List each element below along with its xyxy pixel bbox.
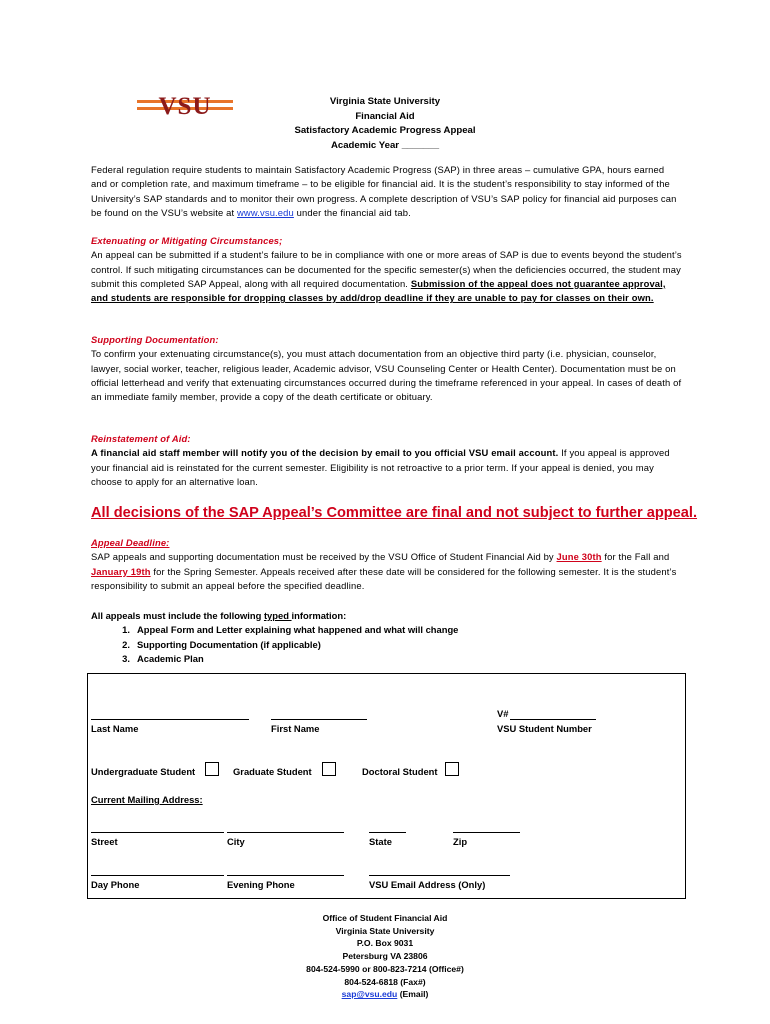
list-item: 2. Supporting Documentation (if applicable) (122, 638, 321, 650)
footer-university: Virginia State University (335, 925, 435, 936)
last-name-label: Last Name (91, 723, 139, 734)
evening-phone-label: Evening Phone (227, 879, 295, 890)
svg-text:VSU: VSU (158, 93, 212, 118)
requirements-section (91, 609, 458, 666)
intro-paragraph: Federal regulation require students to maintain Satisfactory Academic Progress (SAP) in three areas – cumulative GPA, hours earned and or completion rate, and maximum timeframe – to be eligible for financial aid. It is the student’s responsibility to stay informed of the University’s SAP standards and to monitor their own progress. A complete description of VSU’s SAP policy for financial aid purposes can be found on the VSU’s website at www.vsu.edu under the financial aid tab. (91, 164, 677, 218)
extenuating-section (91, 234, 683, 305)
office-phone: 804-524-5990 or 800-823-7214 (Office#) (306, 963, 464, 974)
department-name: Financial Aid (355, 110, 415, 122)
doctoral-checkbox[interactable] (445, 762, 459, 776)
list-item: 3. Academic Plan (122, 652, 204, 664)
undergraduate-label: Undergraduate Student (91, 766, 196, 777)
day-phone-label: Day Phone (91, 879, 140, 890)
reinstatement-heading: Reinstatement of Aid: (91, 433, 191, 444)
city-state-zip: Petersburg VA 23806 (342, 951, 428, 962)
day-phone-field[interactable] (91, 875, 224, 876)
email-field[interactable] (369, 875, 510, 876)
supporting-section (91, 333, 683, 404)
sap-email-link[interactable]: sap@vsu.edu (341, 989, 398, 1000)
university-name: Virginia State University (329, 96, 441, 107)
list-item: 1. Appeal Form and Letter explaining what happened and what will change (122, 624, 459, 636)
first-name-field[interactable] (271, 719, 367, 720)
office-contact-footer (230, 912, 540, 1001)
city-field[interactable] (227, 832, 344, 833)
student-info-form (87, 673, 686, 899)
graduate-checkbox[interactable] (322, 762, 336, 776)
extenuating-text: An appeal can be submitted if a student’s failure to be in compliance with one or more areas of SAP is due to events beyond the student’s control. If such mitigating circumstances can be documented for the specific semester(s) when the deficiencies occurred, the student may submit this completed SAP Appeal, along with all required documentation. Submission of the appeal does not guarantee approval, and students are responsible for dropping classes by add/drop deadline if they are unable to pay for classes on their own. (91, 249, 682, 304)
decision-notice: All decisions of the SAP Appeal’s Committee are final and not subject to further appeal. (91, 505, 698, 521)
requirements-list (114, 623, 458, 666)
deadline-text: SAP appeals and supporting documentation must be received by the VSU Office of Student Financial Aid by June 30th for the Fall and January 19th for the Spring Semester. Appeals received after these date will be considered for the following semester. It is the student’s responsibility to submit an appeal before the specified deadline. (91, 551, 677, 591)
state-label: State (369, 836, 392, 847)
form-title: Satisfactory Academic Progress Appeal (294, 125, 476, 136)
spring-deadline-date: January 19th (91, 565, 151, 577)
v-number-prefix: V# (497, 708, 509, 719)
deadline-heading: Appeal Deadline: (91, 537, 170, 548)
city-label: City (227, 836, 245, 847)
contact-email-line: sap@vsu.edu (Email) (341, 989, 429, 1000)
state-field[interactable] (369, 832, 406, 833)
supporting-text: To confirm your extenuating circumstance(s), you must attach documentation from an objective third party (i.e. physician, counselor, lawyer, social worker, teacher, religious leader, Academic advisor, VSU Counseling Center or Health Center). Documentation must be on official letterhead and verify that extenuating circumstances occurred during the timeframe referenced in your appeal. In cases of death of an immediate family member, provide a copy of the death certificate or obituary. (91, 348, 682, 403)
undergraduate-checkbox[interactable] (205, 762, 219, 776)
extenuating-heading: Extenuating or Mitigating Circumstances; (91, 235, 283, 246)
student-number-label: VSU Student Number (497, 723, 592, 734)
doctoral-label: Doctoral Student (362, 766, 438, 777)
first-name-label: First Name (271, 723, 320, 734)
last-name-field[interactable] (91, 719, 249, 720)
document-header (200, 95, 570, 153)
po-box: P.O. Box 9031 (356, 938, 414, 949)
deadline-section (91, 536, 683, 593)
v-number-field[interactable] (510, 719, 596, 720)
zip-field[interactable] (453, 832, 520, 833)
reinstatement-section (91, 432, 683, 489)
academic-year: Academic Year _______ (330, 139, 440, 151)
email-label: VSU Email Address (Only) (369, 879, 486, 890)
evening-phone-field[interactable] (227, 875, 344, 876)
office-name: Office of Student Financial Aid (322, 913, 448, 923)
supporting-heading: Supporting Documentation: (91, 334, 219, 345)
zip-label: Zip (453, 836, 468, 847)
requirements-intro: All appeals must include the following typed information: (91, 610, 347, 621)
graduate-label: Graduate Student (233, 766, 312, 777)
mailing-address-label: Current Mailing Address: (91, 794, 203, 805)
street-label: Street (91, 836, 118, 847)
street-field[interactable] (91, 832, 224, 833)
fall-deadline-date: June 30th (556, 551, 602, 563)
reinstatement-text: A financial aid staff member will notify you of the decision by email to you official VSU email account. If you appeal is approved your financial aid is reinstated for the current semester. Eligibility is not retroactive to a prior term. If your appeal is denied, you may choose to apply for an alternative loan. (91, 447, 670, 487)
fax-number: 804-524-6818 (Fax#) (344, 976, 426, 987)
vsu-website-link[interactable]: www.vsu.edu (237, 206, 294, 218)
